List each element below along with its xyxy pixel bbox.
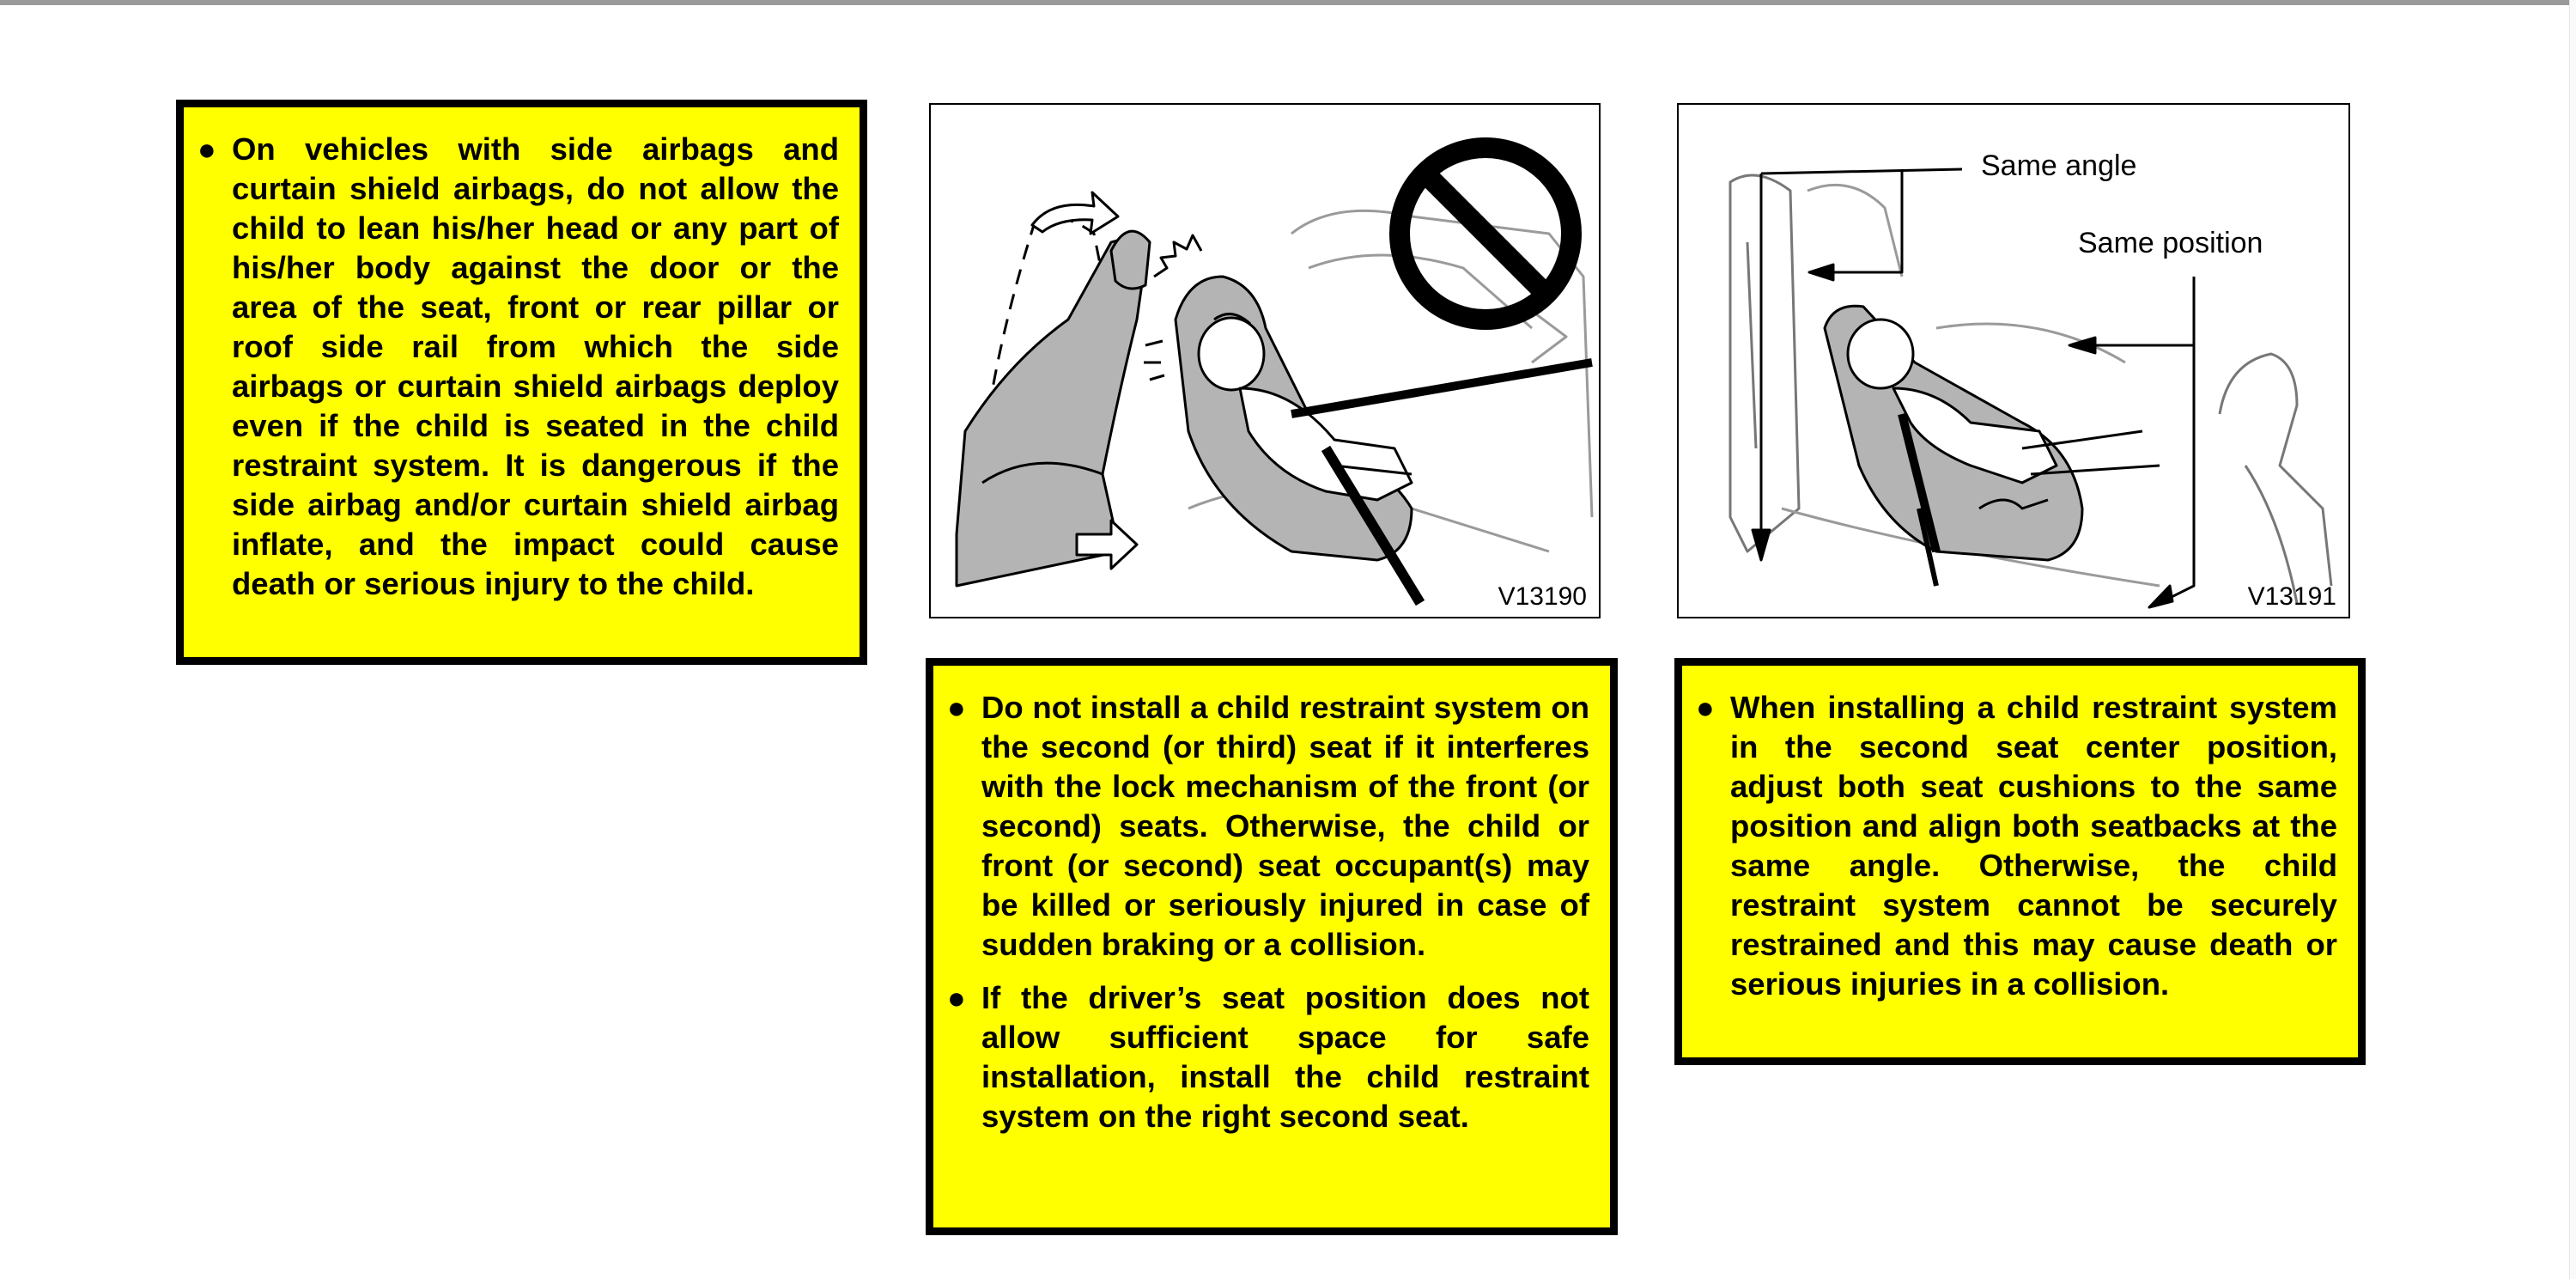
bullet-icon: ● — [947, 690, 966, 725]
warning-item: ● On vehicles with side airbags and curtain shield airbags, do not allow the child to lean his/her head or any part of his/her body against the door or the area of the seat, front or rear pillar or roof side rail from which the side airbags or curtain shield airbags deploy even if the child is seated in the child restraint system. It is dangerous if the side airbag and/or curtain shield airbag inflate, and the impact could cause death or serious injury to the child. — [197, 131, 839, 601]
figure-code: V13190 — [1498, 582, 1587, 611]
child-seat-prohibited-illustration — [931, 105, 1599, 617]
warning-item: ● When installing a child restraint system in the second seat center position, adjust both seat cushions to the same position and align both seatbacks at the same angle. Otherwise, the child restraint system cannot be securely restrained and this may cause death or serious injuries in a collision. — [1696, 690, 2337, 1002]
same-angle-callout: Same angle — [1981, 149, 2137, 182]
figure-same-angle-position — [1677, 103, 2350, 618]
bullet-icon: ● — [197, 131, 216, 167]
figure-no-lean-child-seat — [929, 103, 1601, 618]
warning-box-center-position — [1674, 658, 2366, 1065]
viewer-scroll-edge — [2569, 0, 2576, 1279]
warning-box-side-airbags — [176, 100, 867, 665]
warning-item: ● If the driver’s seat position does not allow sufficient space for safe installation, install the child restraint system on the right second seat. — [947, 980, 1589, 1134]
bullet-icon: ● — [1696, 690, 1715, 725]
bullet-icon: ● — [947, 980, 966, 1015]
figure-code: V13191 — [2247, 582, 2336, 611]
same-position-callout: Same position — [2078, 227, 2263, 259]
viewer-top-bar — [0, 0, 2576, 5]
warning-item: ● Do not install a child restraint system on the second (or third) seat if it interferes with the lock mechanism of the front (or second) seats. Otherwise, the child or front (or second) seat occupant(s) may be killed or seriously injured in case of sudden braking or a collision. — [947, 690, 1589, 962]
warning-box-seat-interference — [926, 658, 1618, 1235]
